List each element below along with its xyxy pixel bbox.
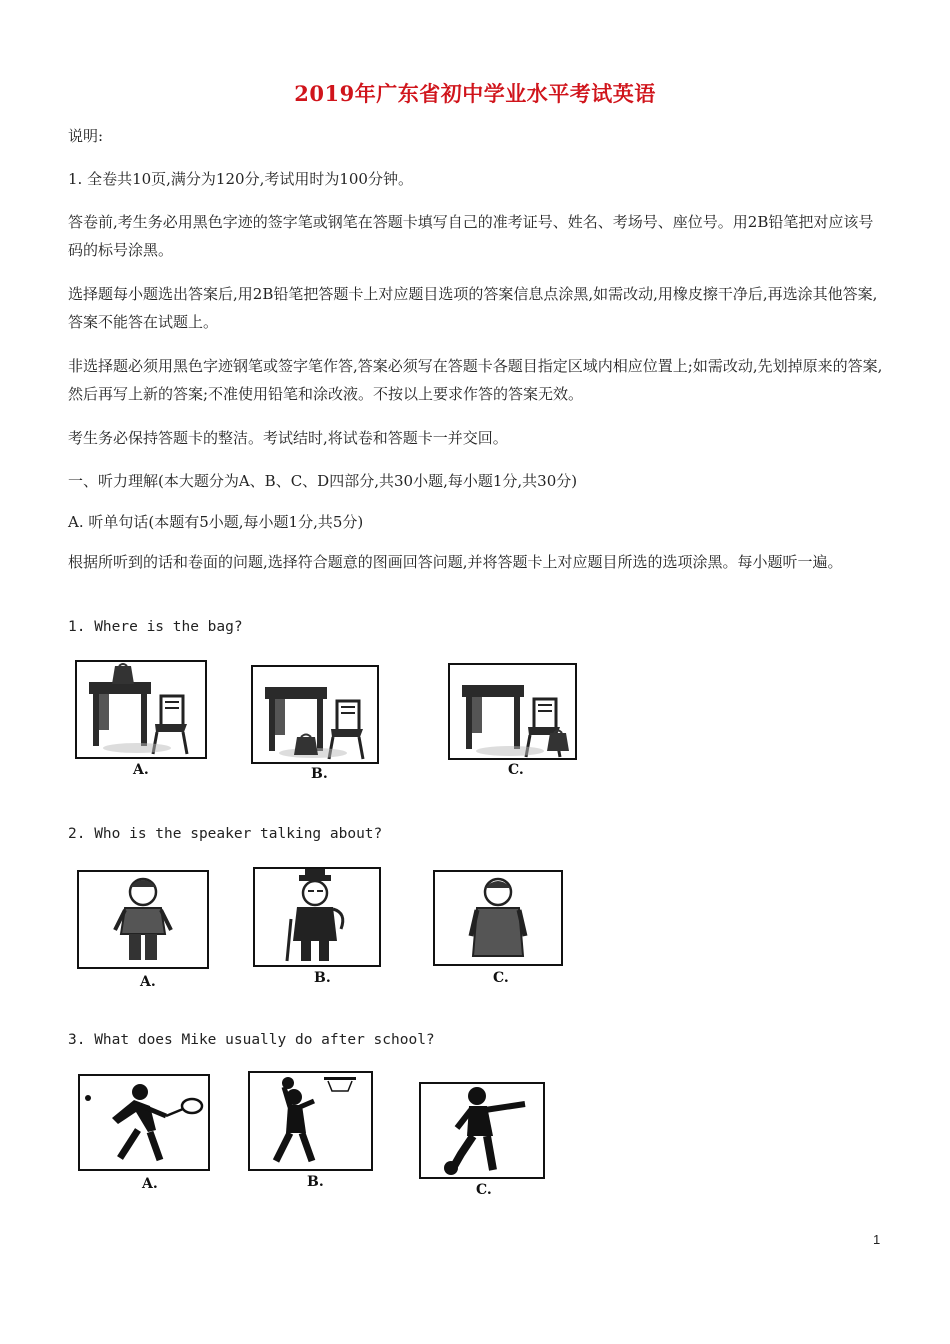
question-1-text: 1. Where is the bag? [68, 619, 243, 635]
instruction-5: 考生务必保持答题卡的整洁。考试结时,将试卷和答题卡一并交回。 [68, 429, 508, 447]
q3-option-b-image [248, 1071, 373, 1171]
question-2-text: 2. Who is the speaker talking about? [68, 826, 383, 842]
q1-option-a-label: A. [133, 762, 149, 778]
q3-option-a-label: A. [142, 1176, 158, 1192]
q2-option-b-label: B. [314, 970, 331, 986]
instruction-1: 1. 全卷共10页,满分为120分,考试用时为100分钟。 [68, 170, 413, 188]
part-title: A. 听单句话(本题有5小题,每小题1分,共5分) [68, 513, 364, 531]
q3-option-b-label: B. [307, 1174, 324, 1190]
instructions-label: 说明: [68, 127, 104, 145]
q1-option-c-image [448, 663, 577, 760]
q1-option-b-image [251, 665, 379, 764]
q3-option-c-image [419, 1082, 545, 1179]
page-number: 1 [873, 1232, 881, 1247]
q1-option-b-label: B. [311, 766, 328, 782]
q1-option-c-label: C. [508, 762, 524, 778]
q1-option-a-image [75, 660, 207, 759]
instruction-4: 非选择题必须用黑色字迹钢笔或签字笔作答,答案必须写在答题卡各题目指定区域内相应位置上;如需改动,先划掉原来的答案,然后再写上新的答案;不准使用铅笔和涂改液。不按以上要求作答的答案无效。 [68, 357, 883, 403]
section-title: 一、听力理解(本大题分为A、B、C、D四部分,共30小题,每小题1分,共30分) [68, 472, 578, 490]
q2-option-a-image [77, 870, 209, 969]
instruction-3: 选择题每小题选出答案后,用2B铅笔把答题卡上对应题目选项的答案信息点涂黑,如需改动,用橡皮擦干净后,再选涂其他答案,答案不能答在试题上。 [68, 285, 878, 331]
q3-option-c-label: C. [476, 1182, 492, 1198]
question-3-text: 3. What does Mike usually do after school? [68, 1032, 435, 1048]
q2-option-b-image [253, 867, 381, 967]
instruction-2: 答卷前,考生务必用黑色字迹的签字笔或钢笔在答题卡填写自己的准考证号、姓名、考场号、座位号。用2B铅笔把对应该号码的标号涂黑。 [68, 213, 874, 259]
q2-option-a-label: A. [140, 974, 156, 990]
q2-option-c-image [433, 870, 563, 966]
page-title: 2019年广东省初中学业水平考试英语 [294, 81, 656, 106]
q2-option-c-label: C. [493, 970, 509, 986]
q3-option-a-image [78, 1074, 210, 1171]
part-directions: 根据所听到的话和卷面的问题,选择符合题意的图画回答问题,并将答题卡上对应题目所选的选项涂黑。每小题听一遍。 [68, 553, 843, 571]
